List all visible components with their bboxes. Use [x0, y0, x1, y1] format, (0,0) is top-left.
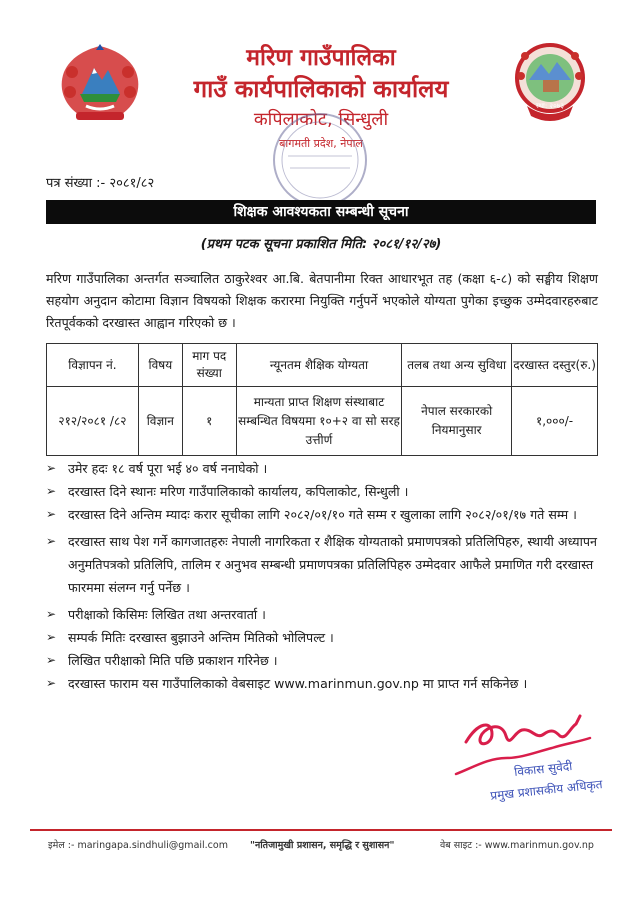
list-item: ➢ दरखास्त साथ पेश गर्ने कागजातहरुः नेपाली नागरिकता र शैक्षिक योग्यताको प्रमाणपत्रको प्रतिलिपिहरु, स्थायी अध्यापन अनुमतिपत्रको प्रतिलिपि, तालिम र अनुभव सम्बन्धी प्रमाणपत्रका प्रतिलिपिहरु उम्मेदवार आफैले प्रमाणित गरी दरखास्त फारममा संलग्न गर्नु पर्नेछ । — [46, 530, 606, 599]
header-cell-ad-number: विज्ञापन नं. — [47, 344, 139, 387]
footer-email: इमेल :- maringapa.sindhuli@gmail.com — [48, 840, 228, 851]
signatory-title: प्रमुख प्रशासकीय अधिकृत — [489, 777, 604, 803]
header-cell-positions: माग पद संख्या — [182, 344, 236, 387]
signatory-name: विकास सुवेदी — [513, 758, 573, 780]
arrow-bullet-icon: ➢ — [46, 534, 57, 548]
arrow-bullet-icon: ➢ — [46, 607, 57, 621]
office-stamp — [268, 108, 372, 212]
arrow-bullet-icon: ➢ — [46, 653, 57, 667]
organization-name: मरिण गाउँपालिका — [246, 45, 396, 71]
list-item: ➢ लिखित परीक्षाको मिति पछि प्रकाशन गरिनेछ । — [46, 649, 606, 672]
arrow-bullet-icon: ➢ — [46, 461, 57, 475]
cell-qualification: मान्यता प्राप्त शिक्षण संस्थाबाट सम्बन्धित विषयमा १०+२ वा सो सरह उत्तीर्ण — [236, 387, 402, 456]
list-item: ➢ उमेर हदः १८ वर्ष पूरा भई ४० वर्ष ननाघेको । — [46, 457, 606, 480]
municipality-logo — [513, 40, 587, 124]
vacancy-table — [46, 343, 598, 456]
arrow-bullet-icon: ➢ — [46, 507, 57, 521]
publication-date: (प्रथम पटक सूचना प्रकाशित मिति: २०८१/१२/२७) — [200, 237, 442, 252]
list-item: ➢ दरखास्त दिने स्थानः मरिण गाउँपालिकाको कार्यालय, कपिलाकोट, सिन्धुली । — [46, 480, 606, 503]
footer-website: वेब साइट :- www.marinmun.gov.np — [440, 840, 594, 851]
header-cell-fee: दरखास्त दस्तुर(रु.) — [512, 344, 598, 387]
cell-ad-number: २१२/२०८१ /८२ — [47, 387, 139, 456]
arrow-bullet-icon: ➢ — [46, 484, 57, 498]
header-cell-salary: तलब तथा अन्य सुविधा — [402, 344, 512, 387]
table-row — [47, 387, 598, 456]
list-item: ➢ सम्पर्क मितिः दरखास्त बुझाउने अन्तिम मितिको भोलिपल्ट । — [46, 626, 606, 649]
arrow-bullet-icon: ➢ — [46, 630, 57, 644]
list-item: ➢ परीक्षाको किसिमः लिखित तथा अन्तरवार्ता । — [46, 603, 606, 626]
list-item: ➢ दरखास्त फाराम यस गाउँपालिकाको वेबसाइट www.marinmun.gov.np मा प्राप्त गर्न सकिनेछ । — [46, 672, 606, 695]
cell-salary: नेपाल सरकारको नियमानुसार — [402, 387, 512, 456]
cell-subject: विज्ञान — [138, 387, 182, 456]
municipality-established-year: स्था: २०७३ — [535, 102, 565, 110]
header-cell-qualification: न्यूनतम शैक्षिक योग्यता — [236, 344, 402, 387]
letter-number: पत्र संख्या :- २०८१/८२ — [46, 176, 155, 191]
notice-title: शिक्षक आवश्यकता सम्बन्धी सूचना — [46, 200, 596, 224]
footer-divider — [30, 829, 612, 831]
nepal-government-emblem — [56, 42, 144, 124]
header-cell-subject: विषय — [138, 344, 182, 387]
cell-fee: १,०००/- — [512, 387, 598, 456]
office-address: कपिलाकोट, सिन्धुली — [253, 109, 389, 130]
list-item: ➢ दरखास्त दिने अन्तिम म्यादः करार सूचीका लागि २०८२/०१/१० गते सम्म र खुलाका लागि २०८२/०१/१७ गते सम्म । — [46, 503, 606, 526]
footer-motto: "नतिजामुखी प्रशासन, समृद्धि र सुशासन" — [250, 840, 395, 851]
province-name: बागमती प्रदेश, नेपाल — [279, 137, 363, 150]
notice-points — [46, 457, 606, 695]
office-name: गाउँ कार्यपालिकाको कार्यालय — [193, 75, 449, 103]
arrow-bullet-icon: ➢ — [46, 676, 57, 690]
table-header-row — [47, 344, 598, 387]
notice-intro: मरिण गाउँपालिका अन्तर्गत सञ्चालित ठाकुरेश्वर आ.बि. बेतपानीमा रिक्त आधारभूत तह (कक्षा ६-८) को सङ्घीय शिक्षण सहयोग अनुदान कोटामा विज्ञान विषयको शिक्षक करारमा नियुक्ति गर्नुपर्ने भएकोले योग्यता पुगेका इच्छुक उम्मेदवारहरुबाट रितपूर्वकको दरखास्त आह्वान गरिएको छ । — [46, 271, 598, 330]
cell-positions: १ — [182, 387, 236, 456]
